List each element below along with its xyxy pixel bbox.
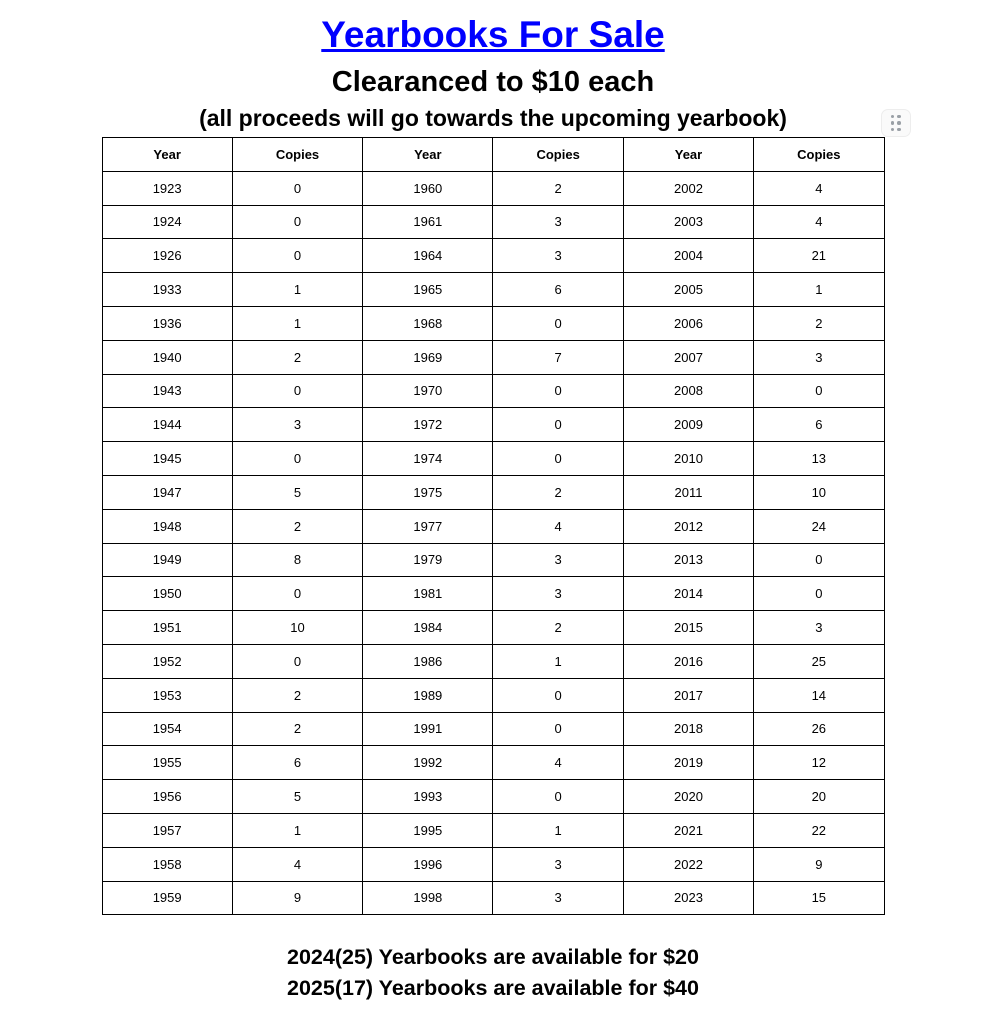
table-cell: 2019 (623, 746, 753, 780)
table-cell: 0 (493, 374, 623, 408)
table-cell: 2003 (623, 205, 753, 239)
table-cell: 5 (232, 475, 362, 509)
table-cell: 0 (232, 374, 362, 408)
table-cell: 0 (232, 171, 362, 205)
table-cell: 3 (232, 408, 362, 442)
table-cell: 3 (493, 543, 623, 577)
table-row (102, 644, 884, 678)
table-cell: 10 (754, 475, 884, 509)
table-row (102, 306, 884, 340)
table-cell: 26 (754, 712, 884, 746)
table-cell: 2009 (623, 408, 753, 442)
table-cell: 1977 (363, 509, 493, 543)
table-cell: 1953 (102, 678, 232, 712)
table-cell: 14 (754, 678, 884, 712)
table-cell: 1949 (102, 543, 232, 577)
table-drag-handle-button[interactable] (881, 109, 911, 137)
table-cell: 0 (232, 577, 362, 611)
table-header-cell: Copies (232, 138, 362, 172)
table-cell: 2021 (623, 813, 753, 847)
table-cell: 21 (754, 239, 884, 273)
table-cell: 0 (493, 442, 623, 476)
table-row (102, 408, 884, 442)
table-cell: 2004 (623, 239, 753, 273)
table-cell: 3 (493, 577, 623, 611)
table-row (102, 847, 884, 881)
table-cell: 2020 (623, 780, 753, 814)
table-cell: 1970 (363, 374, 493, 408)
table-cell: 1956 (102, 780, 232, 814)
table-cell: 6 (232, 746, 362, 780)
table-row (102, 678, 884, 712)
table-row (102, 340, 884, 374)
table-cell: 6 (754, 408, 884, 442)
page-title (0, 14, 986, 56)
table-cell: 0 (232, 239, 362, 273)
table-cell: 3 (493, 881, 623, 915)
table-cell: 1954 (102, 712, 232, 746)
table-cell: 1 (493, 813, 623, 847)
yearbook-table-container (102, 137, 885, 915)
table-cell: 1991 (363, 712, 493, 746)
table-cell: 1 (232, 306, 362, 340)
table-cell: 2 (493, 171, 623, 205)
table-cell: 1965 (363, 273, 493, 307)
table-cell: 3 (493, 239, 623, 273)
table-cell: 4 (493, 746, 623, 780)
table-row (102, 746, 884, 780)
table-cell: 2007 (623, 340, 753, 374)
table-cell: 1945 (102, 442, 232, 476)
table-cell: 1968 (363, 306, 493, 340)
table-row (102, 881, 884, 915)
table-cell: 1984 (363, 611, 493, 645)
table-cell: 1975 (363, 475, 493, 509)
table-cell: 2017 (623, 678, 753, 712)
table-cell: 0 (754, 577, 884, 611)
table-cell: 1998 (363, 881, 493, 915)
table-cell: 10 (232, 611, 362, 645)
table-cell: 0 (493, 712, 623, 746)
table-cell: 1950 (102, 577, 232, 611)
table-row (102, 543, 884, 577)
table-cell: 2010 (623, 442, 753, 476)
table-cell: 1959 (102, 881, 232, 915)
table-cell: 1979 (363, 543, 493, 577)
table-cell: 15 (754, 881, 884, 915)
table-cell: 1951 (102, 611, 232, 645)
table-cell: 1958 (102, 847, 232, 881)
table-row (102, 475, 884, 509)
table-cell: 1955 (102, 746, 232, 780)
table-header-row (102, 138, 884, 172)
table-cell: 1969 (363, 340, 493, 374)
table-cell: 1960 (363, 171, 493, 205)
table-cell: 1957 (102, 813, 232, 847)
table-cell: 0 (493, 678, 623, 712)
proceeds-note: (all proceeds will go towards the upcoming yearbook) (199, 105, 787, 131)
table-cell: 9 (232, 881, 362, 915)
table-row (102, 780, 884, 814)
table-header-cell: Copies (493, 138, 623, 172)
footer-line-2024: 2024(25) Yearbooks are available for $20 (287, 945, 699, 970)
table-cell: 1996 (363, 847, 493, 881)
table-cell: 1972 (363, 408, 493, 442)
table-cell: 1936 (102, 306, 232, 340)
table-cell: 2006 (623, 306, 753, 340)
table-cell: 0 (232, 644, 362, 678)
table-cell: 1923 (102, 171, 232, 205)
table-cell: 2012 (623, 509, 753, 543)
table-cell: 8 (232, 543, 362, 577)
table-cell: 7 (493, 340, 623, 374)
table-row (102, 813, 884, 847)
drag-handle-dots-icon (891, 115, 901, 132)
table-cell: 6 (493, 273, 623, 307)
table-cell: 1974 (363, 442, 493, 476)
table-cell: 3 (493, 847, 623, 881)
table-cell: 1992 (363, 746, 493, 780)
table-cell: 1981 (363, 577, 493, 611)
table-cell: 1 (754, 273, 884, 307)
table-header-cell: Year (102, 138, 232, 172)
table-cell: 1995 (363, 813, 493, 847)
footer-line-2025: 2025(17) Yearbooks are available for $40 (287, 976, 699, 1001)
table-cell: 0 (754, 543, 884, 577)
table-cell: 1952 (102, 644, 232, 678)
table-row (102, 442, 884, 476)
table-cell: 0 (754, 374, 884, 408)
table-cell: 1947 (102, 475, 232, 509)
table-cell: 2 (232, 509, 362, 543)
table-cell: 2 (493, 611, 623, 645)
table-cell: 2022 (623, 847, 753, 881)
table-cell: 1943 (102, 374, 232, 408)
table-cell: 0 (493, 780, 623, 814)
page-title-link[interactable]: Yearbooks For Sale (321, 14, 665, 55)
table-cell: 3 (754, 611, 884, 645)
table-cell: 2 (493, 475, 623, 509)
table-cell: 1924 (102, 205, 232, 239)
table-cell: 22 (754, 813, 884, 847)
table-cell: 0 (493, 408, 623, 442)
table-cell: 2 (232, 712, 362, 746)
table-cell: 1 (232, 273, 362, 307)
table-cell: 1944 (102, 408, 232, 442)
table-cell: 4 (754, 205, 884, 239)
table-cell: 2023 (623, 881, 753, 915)
table-cell: 2016 (623, 644, 753, 678)
table-cell: 1961 (363, 205, 493, 239)
table-row (102, 273, 884, 307)
table-cell: 0 (493, 306, 623, 340)
table-cell: 1993 (363, 780, 493, 814)
table-row (102, 611, 884, 645)
table-cell: 1933 (102, 273, 232, 307)
table-row (102, 374, 884, 408)
table-header-cell: Year (623, 138, 753, 172)
table-cell: 13 (754, 442, 884, 476)
table-cell: 9 (754, 847, 884, 881)
table-cell: 1 (493, 644, 623, 678)
table-cell: 0 (232, 205, 362, 239)
table-header-cell: Copies (754, 138, 884, 172)
table-cell: 1926 (102, 239, 232, 273)
table-row (102, 205, 884, 239)
table-cell: 20 (754, 780, 884, 814)
table-cell: 2 (232, 340, 362, 374)
table-cell: 1 (232, 813, 362, 847)
yearbook-table (102, 137, 885, 915)
table-cell: 4 (493, 509, 623, 543)
table-cell: 4 (232, 847, 362, 881)
table-cell: 25 (754, 644, 884, 678)
table-row (102, 509, 884, 543)
table-cell: 2005 (623, 273, 753, 307)
table-cell: 2 (754, 306, 884, 340)
availability-footer (0, 942, 986, 1004)
table-cell: 2011 (623, 475, 753, 509)
table-cell: 1989 (363, 678, 493, 712)
table-cell: 2002 (623, 171, 753, 205)
table-header-cell: Year (363, 138, 493, 172)
table-cell: 2013 (623, 543, 753, 577)
clearance-subtitle: Clearanced to $10 each (331, 66, 655, 98)
table-cell: 0 (232, 442, 362, 476)
table-cell: 1948 (102, 509, 232, 543)
table-cell: 12 (754, 746, 884, 780)
table-cell: 2018 (623, 712, 753, 746)
table-cell: 2014 (623, 577, 753, 611)
table-row (102, 712, 884, 746)
table-cell: 5 (232, 780, 362, 814)
table-cell: 1940 (102, 340, 232, 374)
table-cell: 24 (754, 509, 884, 543)
table-cell: 3 (493, 205, 623, 239)
table-row (102, 239, 884, 273)
table-row (102, 577, 884, 611)
table-cell: 2008 (623, 374, 753, 408)
table-row (102, 171, 884, 205)
table-cell: 1964 (363, 239, 493, 273)
table-cell: 2 (232, 678, 362, 712)
table-cell: 4 (754, 171, 884, 205)
table-cell: 2015 (623, 611, 753, 645)
table-cell: 1986 (363, 644, 493, 678)
table-cell: 3 (754, 340, 884, 374)
